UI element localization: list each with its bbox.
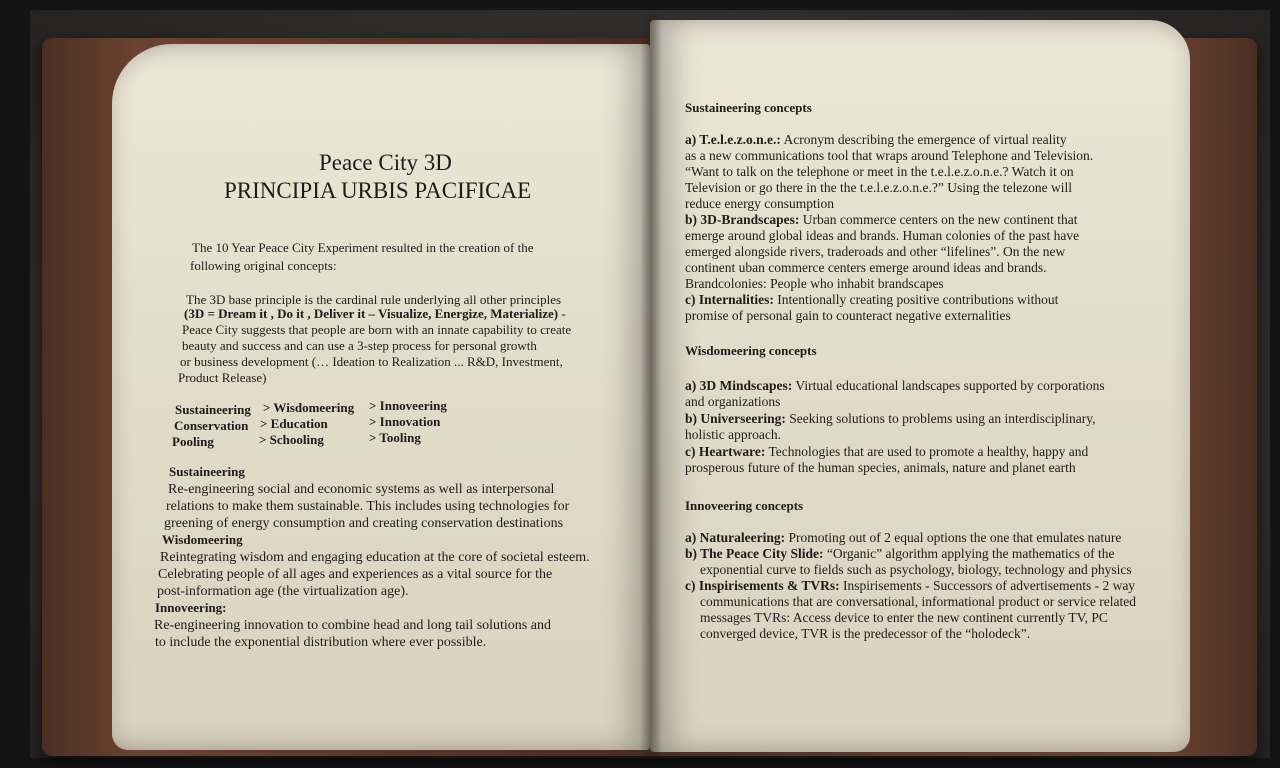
table-cell: > Wisdomeering	[263, 400, 355, 415]
concept-item: a) 3D Mindscapes: Virtual educational landscapes supported by corporations	[685, 378, 1105, 393]
paragraph-line: to include the exponential distribution where ever possible.	[155, 635, 487, 650]
concept-item: a) Naturaleering: Promoting out of 2 equal options the one that emulates nature	[685, 530, 1122, 545]
intro-text: The 10 Year Peace City Experiment resulted in the creation of the	[192, 240, 534, 255]
table-cell: > Innoveering	[369, 398, 447, 413]
concept-line: Brandcolonies: People who inhabit brandscapes	[685, 276, 944, 291]
concept-item: c) Inspirisements & TVRs: Inspirisements - Successors of advertisements - 2 way	[685, 578, 1136, 593]
page-subtitle: PRINCIPIA URBIS PACIFICAE	[224, 178, 532, 203]
concept-line: emerge around global ideas and brands. Human colonies of the past have	[685, 228, 1080, 243]
paragraph-line: Reintegrating wisdom and engaging education at the core of societal esteem.	[160, 550, 590, 565]
table-cell: Sustaineering	[175, 402, 251, 417]
section-heading: Wisdomeering concepts	[685, 343, 817, 358]
principle-text: or business development (… Ideation to Realization ... R&D, Investment,	[180, 354, 563, 369]
section-heading: Wisdomeering	[162, 532, 243, 547]
concept-line: prosperous future of the human species, animals, nature and planet earth	[685, 460, 1076, 475]
concept-line: communications that are conversational, informational product or service related	[700, 594, 1136, 609]
paragraph-line: Re-engineering innovation to combine head and long tail solutions and	[154, 618, 551, 633]
concept-line: as a new communications tool that wraps around Telephone and Television.	[685, 148, 1094, 163]
concept-line: continent uban commerce centers emerge around ideas and brands.	[685, 260, 1047, 275]
concept-line: and organizations	[685, 394, 781, 409]
concept-item: b) 3D-Brandscapes: Urban commerce centers on the new continent that	[685, 212, 1078, 227]
principle-text: beauty and success and can use a 3-step process for personal growth	[182, 338, 537, 353]
concept-line: converged device, TVR is the predecessor of the “holodeck”.	[700, 626, 1031, 641]
table-cell: Conservation	[174, 418, 249, 433]
concept-line: promise of personal gain to counteract negative externalities	[685, 308, 1011, 323]
concept-line: messages TVRs: Access device to enter the new continent currently TV, PC	[700, 610, 1108, 625]
principle-text: Peace City suggests that people are born with an innate capability to create	[182, 322, 572, 337]
book-spine	[640, 14, 662, 756]
section-heading: Innoveering concepts	[685, 498, 804, 513]
table-cell: Pooling	[172, 434, 214, 449]
right-page	[650, 20, 1190, 752]
concept-item: b) The Peace City Slide: “Organic” algorithm applying the mathematics of the	[685, 546, 1115, 561]
section-heading: Innoveering:	[155, 600, 227, 615]
concept-line: Television or go there in the the t.e.l.e.z.o.n.e.?” Using the telezone will	[685, 180, 1073, 195]
paragraph-line: post-information age (the virtualization age).	[157, 584, 409, 599]
section-heading: Sustaineering concepts	[685, 100, 812, 115]
table-cell: > Education	[260, 416, 328, 431]
paragraph-line: greening of energy consumption and creating conservation destinations	[164, 516, 564, 531]
table-cell: > Schooling	[259, 432, 324, 447]
concept-item: c) Internalities: Intentionally creating positive contributions without	[685, 292, 1059, 307]
concept-item: b) Universeering: Seeking solutions to problems using an interdisciplinary,	[685, 411, 1096, 426]
table-cell: > Innovation	[369, 414, 441, 429]
principle-text: Product Release)	[178, 370, 267, 385]
principle-text: The 3D base principle is the cardinal rule underlying all other principles	[186, 292, 562, 307]
page-title: Peace City 3D	[319, 150, 452, 175]
concept-line: reduce energy consumption	[685, 196, 834, 211]
concept-line: exponential curve to fields such as psychology, biology, technology and physics	[700, 562, 1132, 577]
concept-item: a) T.e.l.e.z.o.n.e.: Acronym describing the emergence of virtual reality	[685, 132, 1067, 147]
left-page	[112, 44, 650, 750]
concept-line: “Want to talk on the telephone or meet in the t.e.l.e.z.o.n.e.? Watch it on	[685, 164, 1074, 179]
principle-formula: (3D = Dream it , Do it , Deliver it – Visualize, Energize, Materialize)	[184, 306, 559, 321]
concept-item: c) Heartware: Technologies that are used to promote a healthy, happy and	[685, 444, 1089, 459]
paragraph-line: Celebrating people of all ages and experiences as a vital source for the	[158, 567, 553, 582]
table-cell: > Tooling	[369, 430, 421, 445]
concept-line: emerged alongside rivers, traderoads and other “lifelines”. On the new	[685, 244, 1066, 259]
intro-text: following original concepts:	[190, 258, 337, 273]
concept-line: holistic approach.	[685, 427, 781, 442]
principle-text: (3D = Dream it , Do it , Deliver it – Visualize, Energize, Materialize) -	[184, 306, 566, 321]
paragraph-line: Re-engineering social and economic systems as well as interpersonal	[168, 482, 555, 497]
paragraph-line: relations to make them sustainable. This includes using technologies for	[166, 499, 570, 514]
section-heading: Sustaineering	[169, 464, 245, 479]
